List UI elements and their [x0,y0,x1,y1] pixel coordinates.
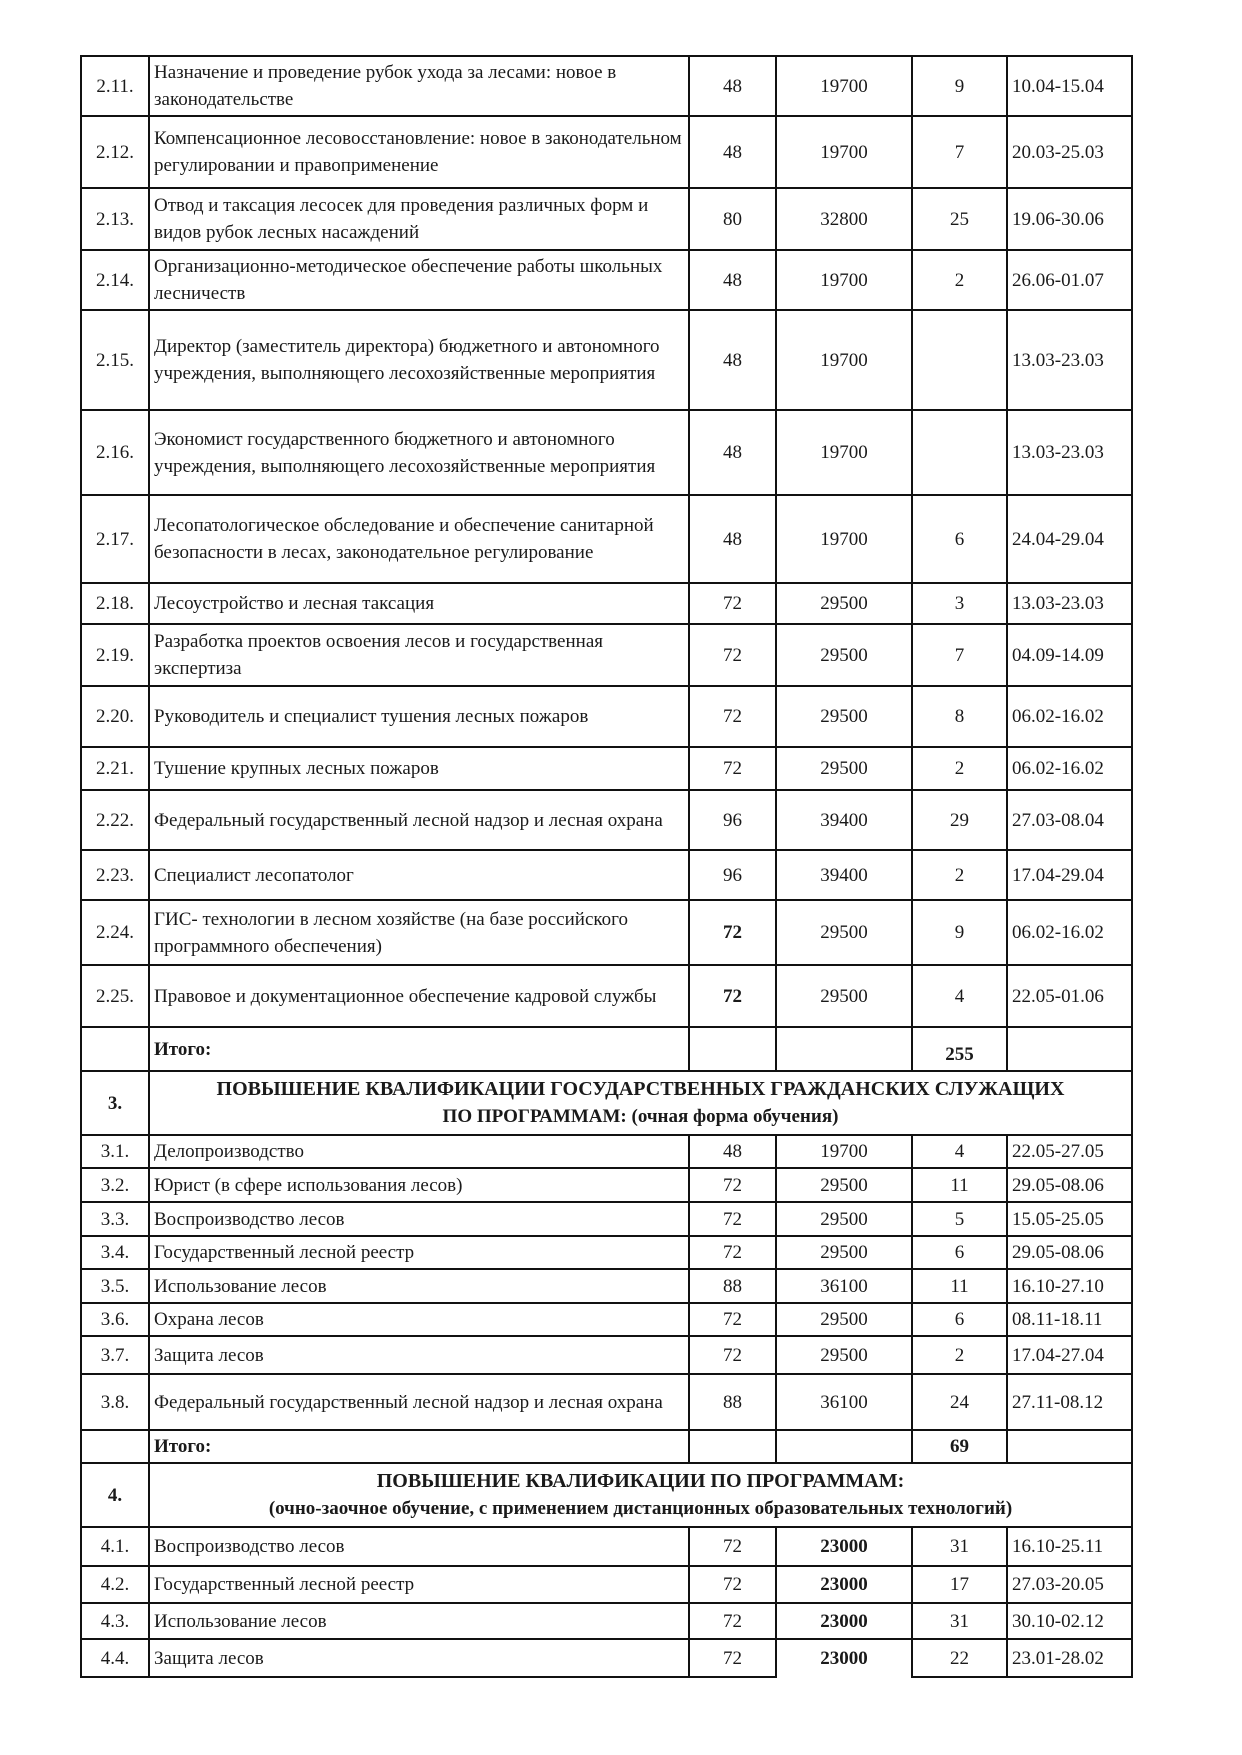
row-number: 4.2. [81,1566,149,1603]
program-name: Специалист лесопатолог [149,850,689,900]
dates: 17.04-29.04 [1007,850,1132,900]
hours: 72 [689,747,776,790]
dates: 24.04-29.04 [1007,495,1132,583]
row-number: 2.16. [81,410,149,495]
program-name: Руководитель и специалист тушения лесных пожаров [149,686,689,747]
dates: 15.05-25.05 [1007,1202,1132,1236]
count: 31 [912,1603,1007,1639]
row-number: 4.3. [81,1603,149,1639]
dates: 16.10-25.11 [1007,1527,1132,1566]
dates: 08.11-18.11 [1007,1303,1132,1336]
count: 17 [912,1566,1007,1603]
hours: 96 [689,790,776,850]
hours: 72 [689,1336,776,1374]
count: 3 [912,583,1007,624]
program-name: Тушение крупных лесных пожаров [149,747,689,790]
section-header [81,1463,1132,1527]
cost: 23000 [776,1527,912,1566]
dates: 06.02-16.02 [1007,747,1132,790]
count: 6 [912,1303,1007,1336]
count: 11 [912,1269,1007,1303]
dates: 20.03-25.03 [1007,116,1132,188]
hours: 72 [689,900,776,965]
program-name: Юрист (в сфере использования лесов) [149,1168,689,1202]
total-row [81,1430,1132,1463]
count: 4 [912,1135,1007,1168]
dates: 10.04-15.04 [1007,56,1132,116]
hours: 88 [689,1269,776,1303]
program-name: Использование лесов [149,1603,689,1639]
count: 9 [912,900,1007,965]
count: 2 [912,747,1007,790]
section-title-line2: (очно-заочное обучение, с применением дистанционных образовательных технологий) [268,1498,1013,1519]
row-number: 2.23. [81,850,149,900]
row-number: 2.25. [81,965,149,1027]
table-row [81,1527,1132,1566]
table-row [81,495,1132,583]
row-number: 3.5. [81,1269,149,1303]
row-number: 3.4. [81,1236,149,1269]
row-number: 3.2. [81,1168,149,1202]
table-row [81,1639,1132,1677]
cost: 36100 [776,1269,912,1303]
table-row [81,790,1132,850]
table-row [81,1269,1132,1303]
hours: 72 [689,686,776,747]
program-name: Директор (заместитель директора) бюджетного и автономного учреждения, выполняющего лесохозяйственные мероприятия [149,310,689,410]
hours: 72 [689,1236,776,1269]
table-row [81,1202,1132,1236]
cost: 29500 [776,1202,912,1236]
table-row [81,410,1132,495]
hours: 48 [689,250,776,310]
dates: 17.04-27.04 [1007,1336,1132,1374]
hours: 48 [689,56,776,116]
dates: 22.05-27.05 [1007,1135,1132,1168]
dates: 27.11-08.12 [1007,1374,1132,1430]
cost: 23000 [776,1603,912,1639]
count [912,310,1007,410]
table-row [81,624,1132,686]
hours: 72 [689,1566,776,1603]
cost: 29500 [776,747,912,790]
count: 29 [912,790,1007,850]
program-name: Федеральный государственный лесной надзор и лесная охрана [149,1374,689,1430]
row-number: 2.14. [81,250,149,310]
row-number: 3.8. [81,1374,149,1430]
dates: 29.05-08.06 [1007,1236,1132,1269]
program-name: Лесоустройство и лесная таксация [149,583,689,624]
program-name: Организационно-методическое обеспечение работы школьных лесничеств [149,250,689,310]
count: 2 [912,1336,1007,1374]
table-row [81,1168,1132,1202]
hours: 88 [689,1374,776,1430]
program-name: Государственный лесной реестр [149,1566,689,1603]
hours: 72 [689,1527,776,1566]
program-name: Государственный лесной реестр [149,1236,689,1269]
row-number: 2.11. [81,56,149,116]
hours: 72 [689,1202,776,1236]
count: 7 [912,624,1007,686]
program-name: Отвод и таксация лесосек для проведения различных форм и видов рубок лесных насаждений [149,188,689,250]
cost: 29500 [776,686,912,747]
dates: 27.03-20.05 [1007,1566,1132,1603]
training-programs-table [80,55,1133,1678]
total-label: Итого: [149,1027,689,1071]
program-name: Делопроизводство [149,1135,689,1168]
program-name: ГИС- технологии в лесном хозяйстве (на базе российского программного обеспечения) [149,900,689,965]
count: 6 [912,1236,1007,1269]
row-number: 2.22. [81,790,149,850]
program-name: Защита лесов [149,1639,689,1677]
section-number: 3. [81,1071,149,1135]
program-name: Использование лесов [149,1269,689,1303]
table-row [81,188,1132,250]
hours: 72 [689,1639,776,1677]
cost: 29500 [776,624,912,686]
document-page [80,55,1131,1678]
table-row [81,56,1132,116]
program-name: Воспроизводство лесов [149,1527,689,1566]
section-title [149,1071,1132,1135]
program-name: Защита лесов [149,1336,689,1374]
section-title [149,1463,1132,1527]
dates: 16.10-27.10 [1007,1269,1132,1303]
cost: 29500 [776,1336,912,1374]
section-number: 4. [81,1463,149,1527]
dates: 22.05-01.06 [1007,965,1132,1027]
dates: 13.03-23.03 [1007,310,1132,410]
cost: 19700 [776,495,912,583]
cost: 36100 [776,1374,912,1430]
count: 2 [912,250,1007,310]
table-row [81,850,1132,900]
row-number: 2.12. [81,116,149,188]
dates: 04.09-14.09 [1007,624,1132,686]
table-row [81,1336,1132,1374]
table-row [81,1135,1132,1168]
program-name: Компенсационное лесовосстановление: новое в законодательном регулировании и правоприменение [149,116,689,188]
count [912,410,1007,495]
table-row [81,250,1132,310]
program-name: Федеральный государственный лесной надзор и лесная охрана [149,790,689,850]
table-row [81,310,1132,410]
hours: 48 [689,1135,776,1168]
row-number: 3.6. [81,1303,149,1336]
hours: 72 [689,965,776,1027]
count: 24 [912,1374,1007,1430]
hours: 72 [689,624,776,686]
row-number: 2.20. [81,686,149,747]
hours: 96 [689,850,776,900]
row-number: 2.15. [81,310,149,410]
row-number: 2.21. [81,747,149,790]
dates: 29.05-08.06 [1007,1168,1132,1202]
cost: 39400 [776,850,912,900]
hours: 48 [689,410,776,495]
row-number: 2.18. [81,583,149,624]
hours: 72 [689,1168,776,1202]
program-name: Правовое и документационное обеспечение кадровой службы [149,965,689,1027]
table-row [81,900,1132,965]
count: 6 [912,495,1007,583]
hours: 48 [689,116,776,188]
cost: 19700 [776,1135,912,1168]
row-number: 3.1. [81,1135,149,1168]
table-row [81,1603,1132,1639]
dates: 23.01-28.02 [1007,1639,1132,1677]
hours: 48 [689,310,776,410]
hours: 80 [689,188,776,250]
table-row [81,1303,1132,1336]
cost: 29500 [776,965,912,1027]
count: 2 [912,850,1007,900]
row-number: 4.1. [81,1527,149,1566]
program-name: Воспроизводство лесов [149,1202,689,1236]
table-row [81,1374,1132,1430]
dates: 06.02-16.02 [1007,900,1132,965]
cost: 29500 [776,900,912,965]
program-name: Назначение и проведение рубок ухода за лесами: новое в законодательстве [149,56,689,116]
count: 25 [912,188,1007,250]
dates: 13.03-23.03 [1007,583,1132,624]
row-number: 4.4. [81,1639,149,1677]
hours: 48 [689,495,776,583]
hours: 72 [689,583,776,624]
dates: 27.03-08.04 [1007,790,1132,850]
row-number: 2.17. [81,495,149,583]
cost: 23000 [776,1639,912,1677]
total-row [81,1027,1132,1071]
cost: 19700 [776,56,912,116]
program-name: Охрана лесов [149,1303,689,1336]
cost: 39400 [776,790,912,850]
count: 5 [912,1202,1007,1236]
program-name: Разработка проектов освоения лесов и государственная экспертиза [149,624,689,686]
cost: 29500 [776,1168,912,1202]
row-number: 2.24. [81,900,149,965]
dates: 26.06-01.07 [1007,250,1132,310]
cost: 32800 [776,188,912,250]
dates: 13.03-23.03 [1007,410,1132,495]
table-row [81,1566,1132,1603]
count: 8 [912,686,1007,747]
row-number: 2.19. [81,624,149,686]
section-title-line1: ПОВЫШЕНИЕ КВАЛИФИКАЦИИ ПО ПРОГРАММАМ: [376,1470,905,1492]
count: 31 [912,1527,1007,1566]
dates: 06.02-16.02 [1007,686,1132,747]
section-header [81,1071,1132,1135]
cost: 19700 [776,116,912,188]
program-name: Лесопатологическое обследование и обеспечение санитарной безопасности в лесах, законодательное регулирование [149,495,689,583]
table-row [81,116,1132,188]
cost: 19700 [776,410,912,495]
count: 4 [912,965,1007,1027]
count: 11 [912,1168,1007,1202]
row-number: 3.3. [81,1202,149,1236]
row-number: 3.7. [81,1336,149,1374]
total-count: 255 [912,1027,1007,1071]
section-title-line1: ПОВЫШЕНИЕ КВАЛИФИКАЦИИ ГОСУДАРСТВЕННЫХ ГРАЖДАНСКИХ СЛУЖАЩИХ [216,1078,1065,1100]
cost: 23000 [776,1566,912,1603]
cost: 19700 [776,310,912,410]
program-name: Экономист государственного бюджетного и автономного учреждения, выполняющего лесохозяйственные мероприятия [149,410,689,495]
cost: 29500 [776,1236,912,1269]
dates: 19.06-30.06 [1007,188,1132,250]
cost: 19700 [776,250,912,310]
total-count: 69 [912,1430,1007,1463]
hours: 72 [689,1303,776,1336]
count: 7 [912,116,1007,188]
table-row [81,1236,1132,1269]
row-number: 2.13. [81,188,149,250]
cost: 29500 [776,583,912,624]
table-row [81,583,1132,624]
count: 9 [912,56,1007,116]
hours: 72 [689,1603,776,1639]
table-row [81,747,1132,790]
total-label: Итого: [149,1430,689,1463]
count: 22 [912,1639,1007,1677]
cost: 29500 [776,1303,912,1336]
dates: 30.10-02.12 [1007,1603,1132,1639]
table-row [81,965,1132,1027]
table-row [81,686,1132,747]
section-title-line2: ПО ПРОГРАММАМ: (очная форма обучения) [442,1106,839,1127]
